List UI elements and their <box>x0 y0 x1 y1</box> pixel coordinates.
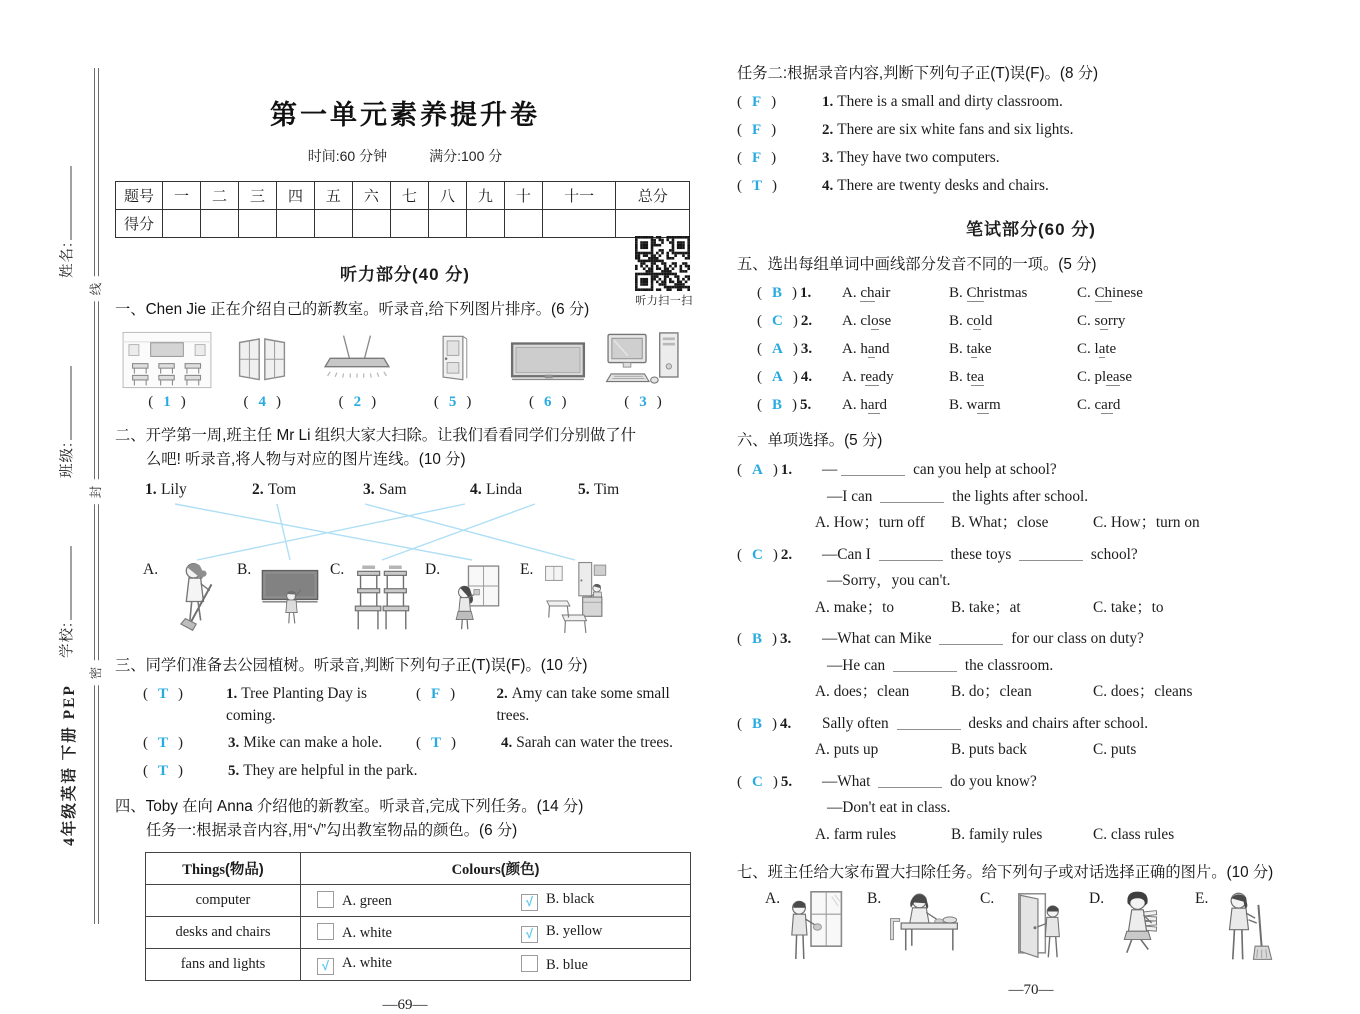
boy-cleaning-classroom-picture <box>543 561 607 637</box>
answer-value: T <box>158 686 169 702</box>
task2-items <box>737 91 1325 197</box>
q2-picture-label: C. <box>330 561 345 578</box>
tf-item: ( F ) 1. There is a small and dirty classroom. <box>737 91 1325 113</box>
answer-slot: ( B ) 3. <box>737 631 792 647</box>
q5-item <box>737 394 1325 416</box>
written-section-header: 笔试部分(60 分) <box>966 220 1096 239</box>
word-option: B. warm <box>949 397 1001 413</box>
option-a: A. puts up <box>815 741 879 758</box>
q7-picture-row <box>737 890 1325 974</box>
q1-answer: ( 3 ) <box>624 394 662 410</box>
listening-section-header: 听力部分(40 分) <box>340 265 470 284</box>
window-picture <box>216 329 308 389</box>
qr-code <box>635 236 693 291</box>
score-table-score-row <box>116 210 690 238</box>
q3-title: 三、同学们准备去公园植树。听录音,判断下列句子正(T)误(F)。(10 分) <box>115 657 588 674</box>
answer-blank-line <box>879 547 943 561</box>
answer-slot: ( C ) 5. <box>737 773 793 790</box>
book-edition-label: 4年级英语 下册 PEP <box>61 684 78 846</box>
q6-item: ( B ) 4. Sally often desks and chairs after school. A. puts up B. puts back C. puts <box>737 711 1325 764</box>
answer-value: F <box>752 150 762 166</box>
answer-blank-line <box>893 658 957 672</box>
q5-items <box>737 282 1325 416</box>
q4-table-row <box>146 917 691 949</box>
task2-title: 任务二:根据录音内容,判断下列句子正(T)误(F)。(8 分) <box>737 65 1099 82</box>
tf-item: ( T ) 4. Sarah can water the trees. <box>416 732 673 754</box>
score-cell-empty <box>466 210 504 238</box>
name-blank-line <box>59 166 72 240</box>
score-cell-empty <box>428 210 466 238</box>
seal-char-feng: 封 <box>86 480 104 505</box>
word-option: B. cold <box>949 313 993 329</box>
answer-value: B <box>772 285 783 301</box>
answer-value: B <box>752 631 763 647</box>
q5-item <box>737 338 1325 360</box>
option-b: B. puts back <box>951 741 1028 758</box>
exam-full-score: 满分:100 分 <box>429 148 503 164</box>
colour-option-label: A. green <box>342 893 392 909</box>
answer-slot: ( F ) <box>737 150 777 166</box>
q2-picture-label: E. <box>520 561 534 578</box>
colour-option-label: B. blue <box>546 957 588 973</box>
q2-name-tom: 2. Tom <box>252 481 297 498</box>
q2-title-line1: 二、开学第一周,班主任 Mr Li 组织大家大扫除。让我们看看同学们分别做了什 <box>115 427 636 444</box>
empty-checkbox <box>317 923 334 940</box>
score-table-col: 四 <box>276 182 314 210</box>
option-b: B. What；close <box>951 514 1049 531</box>
girl-carrying-books-picture <box>1115 890 1165 966</box>
answer-value: C <box>752 773 763 790</box>
score-cell-empty <box>238 210 276 238</box>
answer-slot: ( A ) 4. <box>757 369 813 385</box>
score-cell-empty <box>390 210 428 238</box>
girl-sweeping-picture <box>170 561 226 633</box>
answer-slot: ( T ) <box>143 735 184 751</box>
colour-option-label: B. black <box>546 890 595 907</box>
answer-value: T <box>158 763 169 779</box>
answer-blank-line <box>939 631 1003 645</box>
score-table-col: 十一 <box>542 182 616 210</box>
q7-picture-label: A. <box>765 890 781 907</box>
answer-slot: ( B ) 4. <box>737 715 792 732</box>
word-option: C. card <box>1077 397 1121 413</box>
q1-item <box>311 329 403 411</box>
word-option: C. Chinese <box>1077 285 1143 301</box>
school-field-label: 学校: <box>56 546 77 658</box>
answer-value: B <box>772 397 783 413</box>
q2-picture-row <box>115 561 695 641</box>
answer-slot: ( C ) 2. <box>757 313 813 329</box>
tf-item: ( F ) 2. Amy can take some small trees. <box>416 685 670 724</box>
computer-picture <box>597 329 689 389</box>
answer-blank-line <box>897 716 961 730</box>
score-table-col: 九 <box>466 182 504 210</box>
girl-cleaning-desk-picture <box>889 890 965 956</box>
seal-char-mi: 密 <box>86 661 104 686</box>
answer-slot: ( F ) <box>737 122 777 138</box>
score-table-col: 五 <box>314 182 352 210</box>
q4-title: 四、Toby 在向 Anna 介绍他的新教室。听录音,完成下列任务。(14 分) <box>115 798 584 815</box>
q2-picture-label: D. <box>425 561 441 578</box>
q6-options <box>737 510 1325 537</box>
q7-title: 七、班主任给大家布置大扫除任务。给下列句子或对话选择正确的图片。(10 分) <box>737 864 1274 881</box>
answer-value: C <box>752 546 763 563</box>
q4-table-header: Things(物品) Colours(颜色) <box>146 853 691 885</box>
q2-name-tim: 5. Tim <box>578 481 620 498</box>
score-cell-empty <box>504 210 542 238</box>
q1-picture-row <box>115 329 695 411</box>
word-option: C. late <box>1077 341 1117 357</box>
q2-picture-label: B. <box>237 561 252 578</box>
exam-title: 第一单元素养提升卷 <box>270 100 540 130</box>
option-a: A. farm rules <box>815 825 897 843</box>
empty-checkbox <box>317 891 334 908</box>
thing-name: computer <box>146 885 301 917</box>
q7-picture-label: D. <box>1089 890 1105 907</box>
score-table-corner: 题号 <box>116 182 163 210</box>
answer-slot: ( F ) <box>737 94 777 110</box>
option-c: C. take；to <box>1093 598 1164 616</box>
stacked-desks-chairs-picture <box>353 561 411 635</box>
q1-answer: ( 5 ) <box>433 394 472 410</box>
q1-answer: ( 1 ) <box>148 394 186 410</box>
option-c: C. class rules <box>1093 825 1175 843</box>
score-table-col: 七 <box>390 182 428 210</box>
q2-name-linda: 4. Linda <box>470 481 523 498</box>
answer-value: F <box>752 122 762 138</box>
score-cell-empty <box>276 210 314 238</box>
checked-checkbox: √ <box>521 894 538 911</box>
word-option: A. ready <box>842 369 894 385</box>
option-a: A. does；clean <box>815 683 910 700</box>
thing-name: desks and chairs <box>146 917 301 949</box>
q1-answer: ( 2 ) <box>338 394 377 410</box>
q6-options <box>737 822 1325 849</box>
q6-item: ( B ) 3. —What can Mike for our class on duty? —He can the classroom. A. does；clean B. do；clean C. does；cleans <box>737 626 1325 706</box>
page-number-right: —70— <box>1008 982 1054 998</box>
q1-item <box>121 329 213 411</box>
q1-title: 一、Chen Jie 正在介绍自己的新教室。听录音,给下列图片排序。(6 分) <box>115 301 590 318</box>
q7-picture-label: C. <box>980 890 995 907</box>
class-blank-line <box>59 366 72 440</box>
q5-title: 五、选出每组单词中画线部分发音不同的一项。(5 分) <box>737 256 1097 273</box>
answer-blank-line <box>841 462 905 476</box>
score-table-col: 十 <box>504 182 542 210</box>
answer-slot: ( T ) <box>143 763 184 779</box>
colour-option-label: A. white <box>342 925 392 941</box>
score-cell-empty <box>314 210 352 238</box>
answer-value: T <box>431 735 442 751</box>
name-field-label: 姓名: <box>56 166 77 278</box>
tf-item: ( F ) 3. They have two computers. <box>737 147 1325 169</box>
page-70 <box>737 0 1325 999</box>
answer-slot: ( C ) 2. <box>737 546 793 563</box>
score-table-col: 八 <box>428 182 466 210</box>
option-b: B. do；clean <box>951 683 1032 700</box>
score-cell-empty <box>163 210 201 238</box>
q2-name-row <box>115 481 695 503</box>
girl-with-broom-picture <box>1217 890 1275 966</box>
tf-item: ( T ) 1. Tree Planting Day is coming. <box>143 685 367 724</box>
answer-value: T <box>158 735 169 751</box>
thing-name: fans and lights <box>146 949 301 981</box>
tf-item: ( T ) 5. They are helpful in the park. <box>143 760 417 782</box>
class-field-label: 班级: <box>56 366 77 478</box>
answer-slot: ( T ) <box>416 735 457 751</box>
q1-item <box>407 329 499 411</box>
q2-name-lily: 1. Lily <box>145 481 187 498</box>
option-b: B. family rules <box>951 825 1043 843</box>
answer-slot: ( A ) 1. <box>737 462 793 478</box>
q3-items <box>115 683 695 782</box>
q4-table-row <box>146 885 691 917</box>
q6-options <box>737 737 1325 764</box>
score-cell-empty <box>542 210 616 238</box>
answer-slot: ( F ) <box>416 686 456 702</box>
tf-item: ( T ) 3. Mike can make a hole. <box>143 732 416 754</box>
q6-title: 六、单项选择。(5 分) <box>737 432 883 449</box>
word-option: A. hand <box>842 341 890 357</box>
boy-cleaning-window-picture <box>787 890 843 964</box>
ceiling-light-picture <box>311 329 403 389</box>
score-cell-empty <box>200 210 238 238</box>
score-table-col: 六 <box>352 182 390 210</box>
q4-task1-title: 任务一:根据录音内容,用“√”勾出教室物品的颜色。(6 分) <box>146 822 518 839</box>
q6-items <box>737 457 1325 848</box>
tf-item: ( F ) 2. There are six white fans and six lights. <box>737 119 1325 141</box>
boy-closing-door-picture <box>1004 890 1066 964</box>
tf-item: ( T ) 4. There are twenty desks and chairs. <box>737 175 1325 197</box>
answer-slot: ( B ) 5. <box>757 397 812 413</box>
score-table-header-row <box>116 182 690 210</box>
answer-value: A <box>752 462 763 478</box>
word-option: B. take <box>949 341 992 357</box>
exam-time: 时间:60 分钟 <box>307 148 388 164</box>
answer-slot: ( A ) 3. <box>757 341 813 357</box>
match-line-sam-E <box>365 504 575 560</box>
match-line-tom-B <box>277 504 290 560</box>
score-table <box>115 181 690 238</box>
score-table-col: 总分 <box>616 182 690 210</box>
empty-checkbox <box>521 955 538 972</box>
score-cell-empty <box>352 210 390 238</box>
answer-value: T <box>752 178 763 194</box>
score-cell-empty <box>616 210 690 238</box>
word-option: B. Christmas <box>949 285 1028 301</box>
answer-value: A <box>772 369 783 385</box>
q6-item: ( A ) 1. — can you help at school? —I can the lights after school. A. How；turn off B. What；close C. How；turn on <box>737 457 1325 537</box>
colour-option-label: B. yellow <box>546 922 603 939</box>
exam-meta <box>115 146 695 166</box>
q4-colour-table <box>145 852 691 981</box>
answer-value: C <box>772 313 783 329</box>
option-b: B. take；at <box>951 598 1021 616</box>
q1-item <box>216 329 308 411</box>
answer-slot: ( T ) <box>143 686 184 702</box>
q5-item <box>737 366 1325 388</box>
word-option: B. tea <box>949 369 985 385</box>
seal-char-line: 线 <box>86 277 104 302</box>
listening-qr-block <box>635 236 693 308</box>
classroom-picture <box>121 329 213 389</box>
q5-item <box>737 310 1325 332</box>
q7-picture-label: B. <box>867 890 882 907</box>
colour-option-label: A. white <box>342 954 392 971</box>
q1-item <box>502 329 594 411</box>
score-table-col: 三 <box>238 182 276 210</box>
page-69 <box>115 0 695 1014</box>
word-option: C. sorry <box>1077 313 1126 329</box>
q2-title-line2: 么吧! 听录音,将人物与对应的图片连线。(10 分) <box>146 451 466 468</box>
word-option: A. close <box>842 313 892 329</box>
word-option: A. chair <box>842 285 891 301</box>
door-picture <box>407 329 499 389</box>
q2-name-sam: 3. Sam <box>363 481 407 498</box>
q7-picture-label: E. <box>1195 890 1209 907</box>
answer-blank-line <box>1019 547 1083 561</box>
answer-blank-line <box>878 774 942 788</box>
q6-options <box>737 679 1325 706</box>
q2-picture-label: A. <box>143 561 159 578</box>
answer-value: B <box>752 715 763 732</box>
q6-options <box>737 595 1325 622</box>
q1-item <box>597 329 689 411</box>
answer-blank-line <box>880 489 944 503</box>
q6-item: ( C ) 2. —Can I these toys school? —Sorry，you can't. A. make；to B. take；at C. take；to <box>737 542 1325 622</box>
word-option: C. please <box>1077 369 1133 385</box>
page-number-left: —69— <box>382 997 428 1013</box>
answer-value: A <box>772 341 783 357</box>
school-blank-line <box>59 546 72 620</box>
girl-cleaning-window-picture <box>452 561 500 637</box>
score-table-col: 一 <box>163 182 201 210</box>
qr-caption: 听力扫一扫 <box>635 295 693 307</box>
checked-checkbox: √ <box>521 926 538 943</box>
match-line-tim-C <box>382 504 535 560</box>
checked-checkbox: √ <box>317 958 334 975</box>
option-c: C. puts <box>1093 741 1137 758</box>
answer-value: F <box>752 94 762 110</box>
word-option: A. hard <box>842 397 887 413</box>
boy-at-blackboard-picture <box>260 561 320 633</box>
score-row-label: 得分 <box>116 210 163 238</box>
score-table-col: 二 <box>200 182 238 210</box>
q4-table-row <box>146 949 691 981</box>
answer-value: F <box>431 686 441 702</box>
blackboard-picture <box>502 329 594 389</box>
option-c: C. does；cleans <box>1093 683 1193 700</box>
q5-item <box>737 282 1325 304</box>
answer-slot: ( B ) 1. <box>757 285 812 301</box>
q1-answer: ( 6 ) <box>529 394 567 410</box>
q6-item: ( C ) 5. —What do you know? —Don't eat in class. A. farm rules B. family rules C. class rules <box>737 769 1325 849</box>
option-c: C. How；turn on <box>1093 514 1200 531</box>
answer-slot: ( T ) <box>737 178 778 194</box>
q2-matching-lines <box>115 503 695 561</box>
option-a: A. make；to <box>815 598 895 616</box>
q1-answer: ( 4 ) <box>243 394 281 410</box>
option-a: A. How；turn off <box>815 514 925 531</box>
